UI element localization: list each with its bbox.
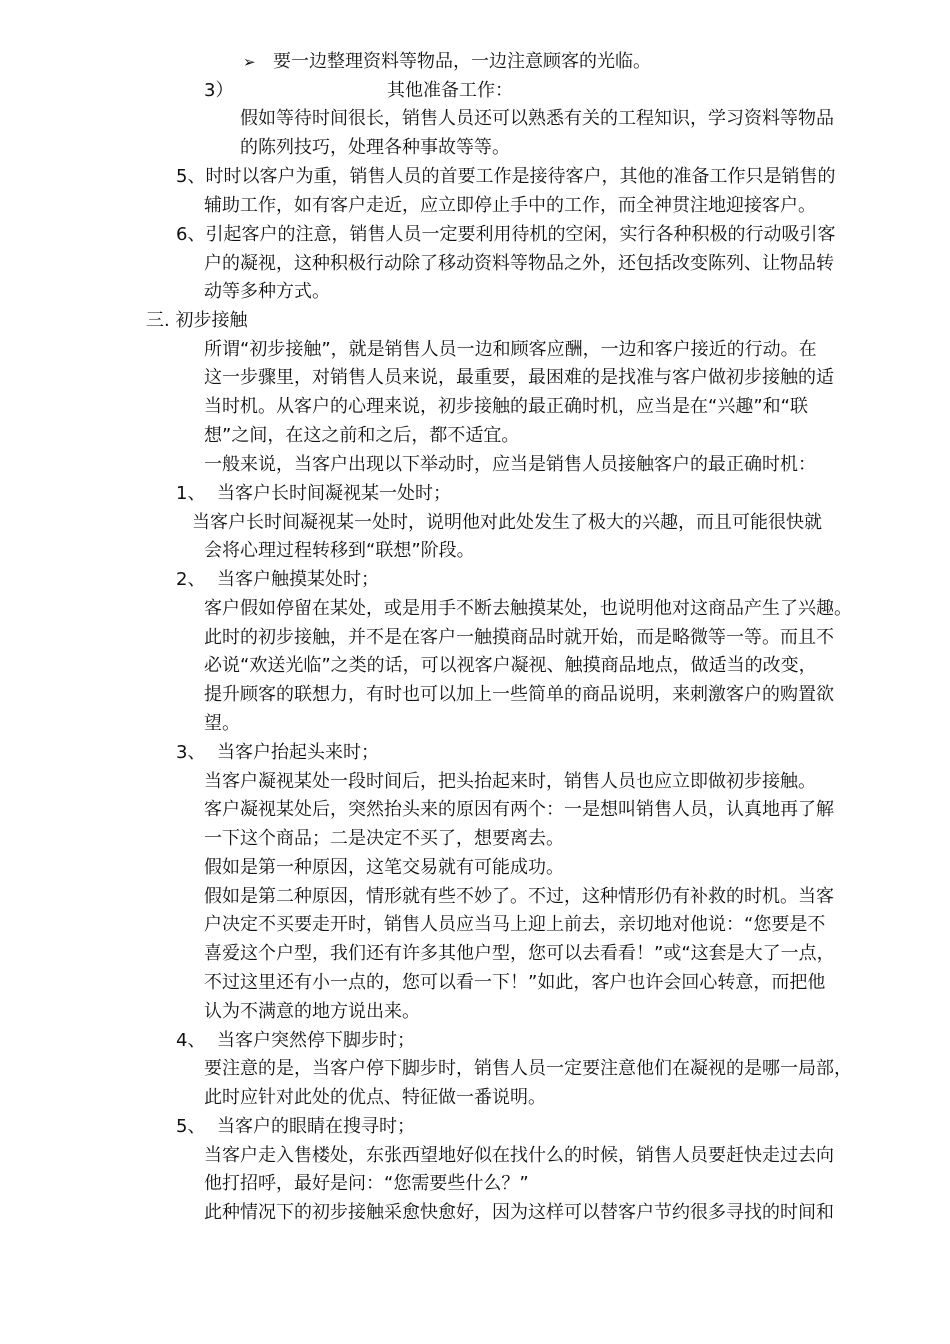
list-item-heading: 当客户的眼睛在搜寻时；	[217, 1116, 415, 1137]
list-item-heading: 当客户长时间凝视某一处时；	[217, 483, 451, 504]
text-line: 此种情况下的初步接触采愈快愈好，因为这样可以替客户节约很多寻找的时间和	[204, 1202, 834, 1223]
text-line: 客户凝视某处后，突然抬头来的原因有两个：一是想叫销售人员，认真地再了解	[204, 799, 834, 820]
text-line: 当客户长时间凝视某一处时，说明他对此处发生了极大的兴趣，而且可能很快就	[192, 512, 822, 533]
text-line: 当时机。从客户的心理来说，初步接触的最正确时机，应当是在“兴趣”和“联	[204, 396, 808, 417]
text-line: 提升顾客的联想力，有时也可以加上一些简单的商品说明，来刺激客户的购置欲	[204, 684, 834, 705]
text-line: 假如是第二种原因，情形就有些不妙了。不过，这种情形仍有补救的时机。当客	[204, 886, 834, 907]
text-line: 假如等待时间很长，销售人员还可以熟悉有关的工程知识，学习资料等物品	[240, 108, 834, 129]
text-line: 客户假如停留在某处，或是用手不断去触摸某处，也说明他对这商品产生了兴趣。	[204, 598, 852, 619]
text-line: 他打招呼，最好是问：“您需要些什么？”	[204, 1173, 529, 1194]
list-number: 1、	[176, 483, 206, 504]
list-number: 3、	[176, 742, 206, 763]
text-line: 动等多种方式。	[204, 281, 330, 302]
text-line: 这一步骤里，对销售人员来说，最重要，最困难的是找准与客户做初步接触的适	[204, 367, 834, 388]
list-item-heading: 当客户触摸某处时；	[217, 569, 379, 590]
text-line: 辅助工作，如有客户走近，应立即停止手中的工作，而全神贯注地迎接客户。	[204, 195, 816, 216]
text-line: 会将心理过程转移到“联想”阶段。	[204, 540, 475, 561]
text-line: 此时应针对此处的优点、特征做一番说明。	[204, 1087, 546, 1108]
bullet-arrow-icon: ➢	[243, 53, 256, 71]
text-line: 要一边整理资料等物品，一边注意顾客的光临。	[273, 51, 651, 72]
list-number: 5、	[176, 1116, 206, 1137]
text-line: 当客户走入售楼处，东张西望地好似在找什么的时候，销售人员要赶快走过去向	[204, 1145, 834, 1166]
text-line: 一下这个商品；二是决定不买了，想要离去。	[204, 828, 564, 849]
text-line: 一般来说，当客户出现以下举动时，应当是销售人员接触客户的最正确时机：	[204, 454, 816, 475]
list-item-heading: 当客户抬起头来时；	[217, 742, 379, 763]
text-line: 的陈列技巧，处理各种事故等等。	[240, 137, 510, 158]
text-line: 户的凝视，这种积极行动除了移动资料等物品之外，还包括改变陈列、让物品转	[204, 253, 834, 274]
text-line: 当客户凝视某处一段时间后，把头抬起来时，销售人员也应立即做初步接触。	[204, 771, 816, 792]
text-line: 必说“欢送光临”之类的话，可以视客户凝视、触摸商品地点，做适当的改变，	[204, 655, 817, 676]
text-line: 此时的初步接触，并不是在客户一触摸商品时就开始，而是略微等一等。而且不	[204, 627, 834, 648]
text-line: 不过这里还有小一点的，您可以看一下！”如此，客户也许会回心转意，而把他	[204, 972, 826, 993]
list-number: 2、	[176, 569, 206, 590]
list-number: 3）	[204, 80, 234, 101]
text-line: 户决定不买要走开时，销售人员应当马上迎上前去，亲切地对他说：“您要是不	[204, 914, 826, 935]
text-line: 要注意的是，当客户停下脚步时，销售人员一定要注意他们在凝视的是哪一局部，	[204, 1058, 852, 1079]
text-line: 认为不满意的地方说出来。	[204, 1001, 420, 1022]
section-heading: 三. 初步接触	[146, 310, 248, 331]
text-line: 假如是第一种原因，这笔交易就有可能成功。	[204, 857, 564, 878]
list-item-heading: 当客户突然停下脚步时；	[217, 1030, 415, 1051]
text-line: 望。	[204, 713, 240, 734]
list-item: 6、引起客户的注意，销售人员一定要利用待机的空闲，实行各种积极的行动吸引客	[176, 224, 836, 245]
list-number: 4、	[176, 1030, 206, 1051]
subheading: 其他准备工作：	[387, 80, 513, 101]
list-item: 5、时时以客户为重，销售人员的首要工作是接待客户，其他的准备工作只是销售的	[176, 166, 836, 187]
text-line: 所谓“初步接触”，就是销售人员一边和顾客应酬，一边和客户接近的行动。在	[204, 339, 817, 360]
text-line: 喜爱这个户型，我们还有许多其他户型，您可以去看看！”或“这套是大了一点，	[204, 943, 835, 964]
text-line: 想”之间，在这之前和之后，都不适宜。	[204, 425, 520, 446]
